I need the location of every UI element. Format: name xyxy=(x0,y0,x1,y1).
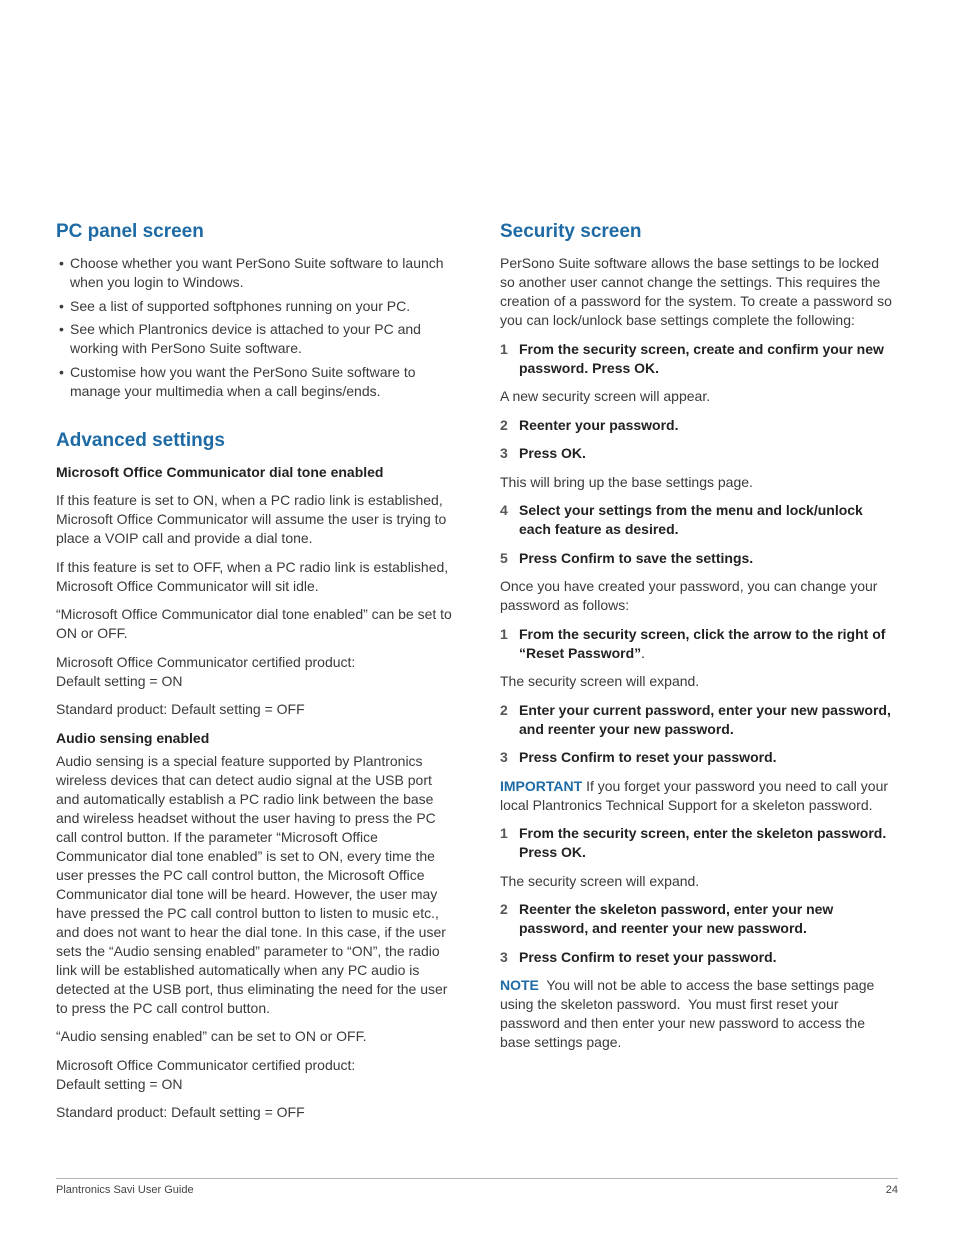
paragraph: The security screen will expand. xyxy=(500,673,700,689)
left-column xyxy=(56,220,452,1132)
step-text: From the security screen, enter the skeleton password. Press OK. xyxy=(519,825,887,860)
note-text: You will not be able to access the base settings page using the skeleton password. You must first reset your password and then enter your new password to access the base settings page. xyxy=(500,977,879,1050)
step-text xyxy=(519,625,896,663)
paragraph: Once you have created your password, you can change your password as follows: xyxy=(500,578,878,613)
footer-divider xyxy=(56,1178,898,1179)
step-number: 1 xyxy=(500,825,508,841)
page-number: 24 xyxy=(885,1184,898,1196)
step-number: 2 xyxy=(500,701,508,718)
step-item xyxy=(500,549,896,568)
step-text: Press Confirm to reset your password. xyxy=(519,749,777,765)
advanced-settings-heading: Advanced settings xyxy=(56,429,225,451)
paragraph xyxy=(56,653,452,691)
list-item: • Customise how you want the PerSono Suite software to manage your multimedia when a call begins/ends. xyxy=(56,363,452,401)
pc-panel-heading: PC panel screen xyxy=(56,221,204,242)
step-text: Press OK. xyxy=(519,445,586,461)
subheading-audio-sensing: Audio sensing enabled xyxy=(56,729,210,746)
list-item: • See which Plantronics device is attached to your PC and working with PerSono Suite software. xyxy=(56,320,452,358)
paragraph: This will bring up the base settings page. xyxy=(500,473,753,490)
step-number: 3 xyxy=(500,948,508,965)
step-number: 1 xyxy=(500,340,508,357)
step-text-suffix: . xyxy=(641,644,646,661)
paragraph: Audio sensing is a special feature supported by Plantronics wireless devices that can detect audio signal at the USB port and automatically establish a PC radio link between the base and wireless headset without the user having to press the PC call control button. If the parameter “Microsoft Office Communicator dial tone enabled” is set to ON, every time the user presses the PC call control button, the Microsoft Office Communicator dial tone will be heard. However, the user may have pressed the PC call control button to listen to music etc., and does not want to hear the dial tone. In this case, if the user sets the “Audio sensing enabled” parameter to “ON”, the radio link will be established automatically when any PC audio is detected at the USB port, thus eliminating the need for the user to press the PC call control button. xyxy=(56,752,448,1016)
step-number: 5 xyxy=(500,549,508,566)
step-number: 3 xyxy=(500,749,508,765)
step-text: Press Confirm to save the settings. xyxy=(519,549,754,566)
note xyxy=(500,976,896,1052)
step-number: 4 xyxy=(500,502,508,518)
step-number: 1 xyxy=(500,625,508,642)
step-text: Reenter the skeleton password, enter your new password, and reenter your new password. xyxy=(519,901,834,936)
important-note xyxy=(500,777,896,815)
step-number: 3 xyxy=(500,445,508,461)
list-item: • See a list of supported softphones running on your PC. xyxy=(56,297,452,316)
step-text: Enter your current password, enter your new password, and reenter your new password. xyxy=(519,701,891,737)
step-item xyxy=(500,625,896,663)
step-text-bold: From the security screen, click the arrow to the right of “Reset Password” xyxy=(519,625,886,661)
step-item xyxy=(500,948,896,967)
paragraph: Standard product: Default setting = OFF xyxy=(56,1104,305,1120)
paragraph-line: Microsoft Office Communicator certified product: xyxy=(56,653,356,670)
subheading-dial-tone: Microsoft Office Communicator dial tone enabled xyxy=(56,463,384,480)
right-column xyxy=(500,220,896,1062)
paragraph-line: Microsoft Office Communicator certified product: xyxy=(56,1056,356,1073)
paragraph: “Microsoft Office Communicator dial tone enabled” can be set to ON or OFF. xyxy=(56,606,452,641)
step-item xyxy=(500,701,896,739)
important-label: IMPORTANT xyxy=(500,777,583,794)
security-screen-heading: Security screen xyxy=(500,221,642,242)
step-item xyxy=(500,900,896,938)
paragraph xyxy=(56,1056,452,1094)
step-number: 2 xyxy=(500,901,508,917)
step-item xyxy=(500,416,896,435)
step-text: Press Confirm to reset your password. xyxy=(519,948,777,965)
step-item xyxy=(500,501,896,539)
important-text: If you forget your password you need to call your local Plantronics Technical Support for a skeleton password. xyxy=(500,777,889,813)
paragraph: If this feature is set to OFF, when a PC radio link is established, Microsoft Office Communicator will sit idle. xyxy=(56,558,449,594)
paragraph: The security screen will expand. xyxy=(500,872,700,889)
note-label: NOTE xyxy=(500,977,539,993)
paragraph: Standard product: Default setting = OFF xyxy=(56,701,305,717)
pc-panel-bullets xyxy=(56,254,452,401)
step-text: Reenter your password. xyxy=(519,416,679,433)
paragraph: A new security screen will appear. xyxy=(500,388,711,404)
step-text: Select your settings from the menu and lock/unlock each feature as desired. xyxy=(519,502,863,537)
step-number: 2 xyxy=(500,416,508,433)
step-item xyxy=(500,748,896,767)
paragraph: “Audio sensing enabled” can be set to ON or OFF. xyxy=(56,1028,367,1044)
footer-title: Plantronics Savi User Guide xyxy=(56,1184,194,1196)
paragraph: PerSono Suite software allows the base settings to be locked so another user cannot change the settings. This requires the creation of a password for the system. To create a password so you can lock/unlock base settings complete the following: xyxy=(500,255,892,328)
step-text: From the security screen, create and confirm your new password. Press OK. xyxy=(519,340,884,376)
paragraph-line: Default setting = ON xyxy=(56,1075,183,1092)
step-item xyxy=(500,824,896,862)
list-item: • Choose whether you want PerSono Suite software to launch when you login to Windows. xyxy=(56,254,452,292)
paragraph-line: Default setting = ON xyxy=(56,672,183,689)
step-item xyxy=(500,444,896,463)
paragraph: If this feature is set to ON, when a PC radio link is established, Microsoft Office Communicator will assume the user is trying to place a VOIP call and provide a dial tone. xyxy=(56,492,447,546)
step-item xyxy=(500,340,896,378)
